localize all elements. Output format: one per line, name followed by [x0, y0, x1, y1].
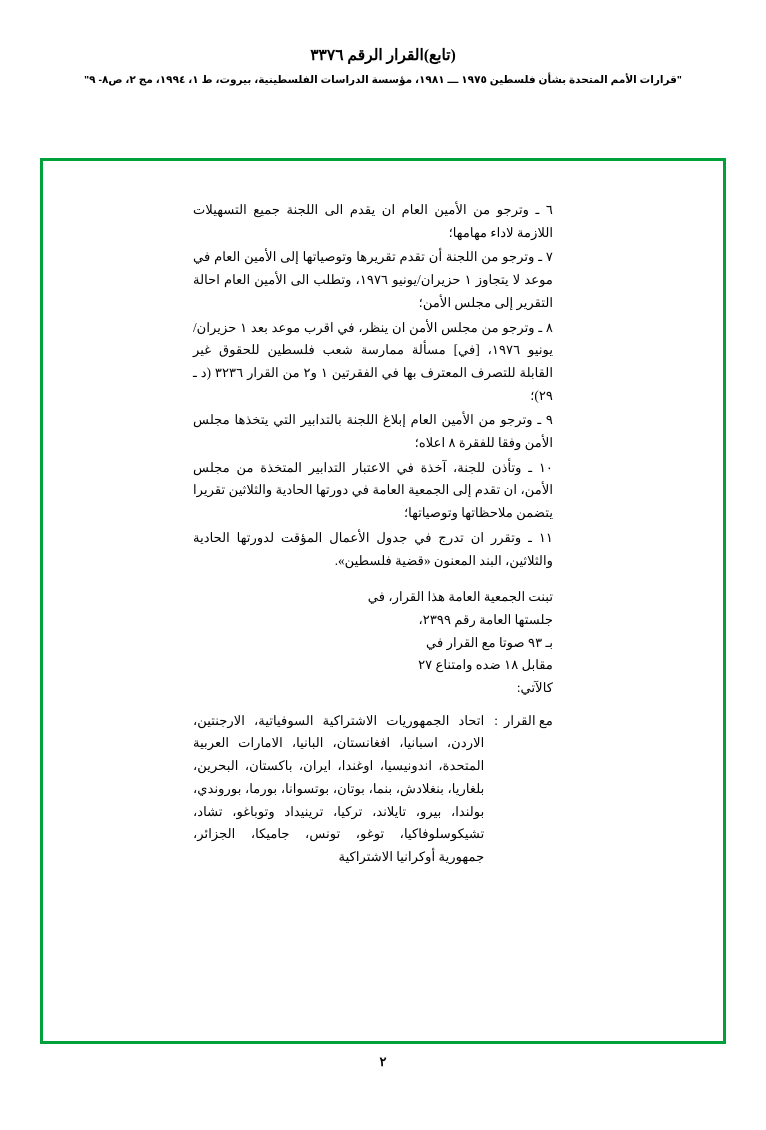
resolution-body	[193, 199, 553, 869]
paragraph-8: ٨ ـ وترجو من مجلس الأمن ان ينظر، في اقرب موعد بعد ١ حزيران/يونيو ١٩٧٦، [في] مسألة ممارسة شعب فلسطين للحقوق غير القابلة للتصرف المعترف بها في الفقرتين ١ و٢ من القرار ٣٢٣٦ (د ـ ٢٩)؛	[193, 319, 554, 403]
source-citation: "قرارات الأمم المتحدة بشأن فلسطين ١٩٧٥ ـــ ١٩٨١، مؤسسة الدراسات الفلسطينية، بيروت، ط ١، ١٩٩٤، مج ٢، ص٨- ٩"	[84, 74, 682, 86]
paragraph-10: ١٠ ـ وتأذن للجنة، آخذة في الاعتبار التدابير المتخذة من مجلس الأمن، ان تقدم إلى الجمعية العامة في دورتها الحادية والثلاثين تقريرا يتضمن ملاحظاتها وتوصياتها؛	[193, 459, 553, 521]
adoption-block	[193, 586, 553, 700]
adoption-line-2: جلستها العامة رقم ٢٣٩٩،	[418, 611, 553, 627]
content-frame	[40, 158, 726, 1044]
vote-in-favour-section	[193, 710, 553, 869]
document-page	[0, 46, 766, 1130]
vote-colon: :	[494, 712, 498, 728]
adoption-line-4: مقابل ١٨ ضده وامتناع ٢٧	[418, 657, 553, 673]
paragraph-7: ٧ ـ وترجو من اللجنة أن تقدم تقريرها وتوصياتها إلى الأمين العام في موعد لا يتجاوز ١ حزيران/يونيو ١٩٧٦، وتطلب الى الأمين العام احالة التقرير إلى مجلس الأمن؛	[193, 249, 553, 310]
vote-in-favour-countries: اتحاد الجمهوريات الاشتراكية السوفياتية، الارجنتين، الاردن، اسبانيا، افغانستان، البانيا، الامارات العربية المتحدة، اندونيسيا، اوغندا، ايران، باكستان، البحرين، بلغاريا، بنغلادش، بنما، بوتان، بوتسوانا، بورما، بوروندي، بولندا، بيرو، تايلاند، تركيا، ترينيداد وتوباغو، تشاد، تشيكوسلوفاكيا، توغو، تونس، جاميكا، الجزائر، جمهورية أوكرانيا الاشتراكية	[193, 712, 485, 864]
page-number: ٢	[379, 1054, 387, 1069]
adoption-line-3: بـ ٩٣ صوتا مع القرار في	[426, 634, 553, 650]
vote-in-favour-label: مع القرار	[503, 712, 553, 728]
paragraph-9: ٩ ـ وترجو من الأمين العام إبلاغ اللجنة بالتدابير التي يتخذها مجلس الأمن وفقا للفقرة ٨ اعلاه؛	[193, 412, 553, 451]
adoption-line-1: تبنت الجمعية العامة هذا القرار، في	[367, 589, 553, 605]
paragraph-11: ١١ ـ وتقرر ان تدرج في جدول الأعمال المؤقت لدورتها الحادية والثلاثين، البند المعنون «قضية فلسطين».	[193, 529, 553, 568]
page-title: (تابع)القرار الرقم ٣٣٧٦	[310, 47, 456, 64]
adoption-line-5: كالآتي:	[516, 680, 553, 696]
paragraph-6: ٦ ـ وترجو من الأمين العام ان يقدم الى اللجنة جميع التسهيلات اللازمة لاداء مهامها؛	[193, 202, 553, 240]
